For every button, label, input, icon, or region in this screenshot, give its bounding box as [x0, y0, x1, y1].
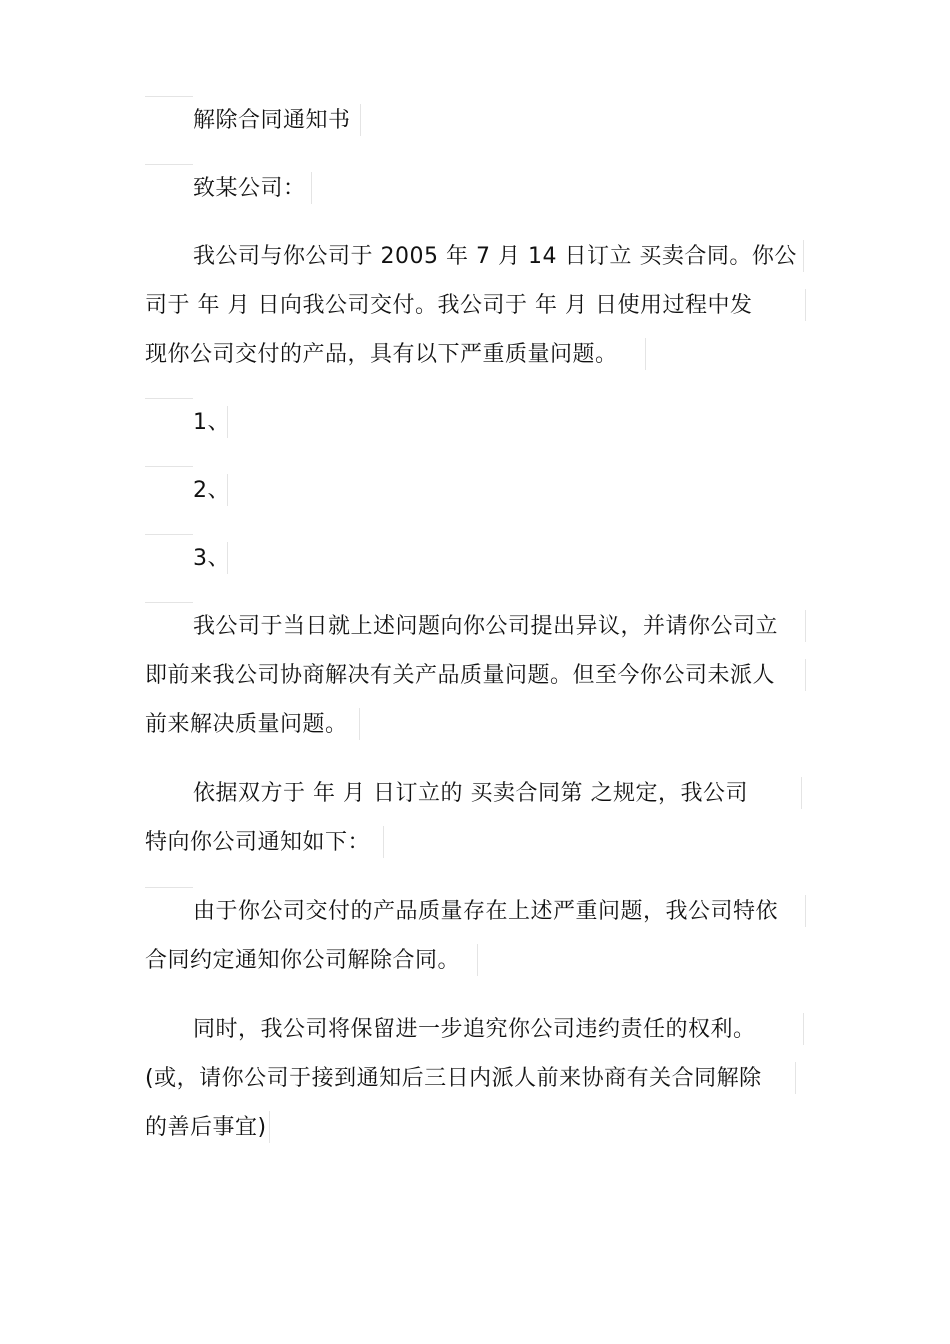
paragraph-boundary-mark — [477, 944, 478, 976]
list-item-number: 3、 — [193, 546, 230, 571]
salutation — [145, 164, 306, 213]
document-title — [145, 96, 351, 145]
paragraph-boundary-mark — [795, 1062, 796, 1094]
paragraph-boundary-mark — [359, 708, 360, 740]
paragraph-boundary-mark — [805, 895, 806, 927]
paragraph-line: (或，请你公司于接到通知后三日内派人前来协商有关合同解除 — [145, 1066, 762, 1091]
paragraph-boundary-mark — [383, 826, 384, 858]
paragraph-boundary-mark — [145, 466, 193, 467]
paragraph-line: 同时，我公司将保留进一步追究你公司违约责任的权利。 — [193, 1017, 756, 1042]
paragraph-line: 依据双方于 年 月 日订立的 买卖合同第 之规定，我公司 — [193, 781, 748, 806]
paragraph-boundary-mark — [145, 534, 193, 535]
list-item-number: 2、 — [193, 478, 230, 503]
paragraph-boundary-mark — [145, 96, 193, 97]
paragraph-line: 特向你公司通知如下： — [145, 830, 371, 855]
list-item-3 — [145, 534, 230, 583]
list-item-number: 1、 — [193, 410, 230, 435]
paragraph-line: 合同约定通知你公司解除合同。 — [145, 948, 461, 973]
paragraph-boundary-mark — [805, 659, 806, 691]
paragraph-line: 的善后事宜) — [145, 1115, 267, 1140]
paragraph-reservation — [145, 1005, 762, 1152]
paragraph-boundary-mark — [801, 777, 802, 809]
paragraph-line: 现你公司交付的产品，具有以下严重质量问题。 — [145, 342, 618, 367]
paragraph-boundary-mark — [803, 1013, 804, 1045]
paragraph-boundary-mark — [145, 164, 193, 165]
paragraph-line: 我公司与你公司于 2005 年 7 月 14 日订立 买卖合同。你公 — [193, 244, 797, 269]
paragraph-boundary-mark — [269, 1111, 270, 1143]
paragraph-line: 即前来我公司协商解决有关产品质量问题。但至今你公司未派人 — [145, 663, 776, 688]
paragraph-boundary-mark — [645, 338, 646, 370]
paragraph-boundary-mark — [145, 602, 193, 603]
paragraph-boundary-mark — [145, 398, 193, 399]
paragraph-boundary-mark — [227, 474, 228, 506]
paragraph-line: 司于 年 月 日向我公司交付。我公司于 年 月 日使用过程中发 — [145, 293, 753, 318]
paragraph-basis — [145, 769, 748, 867]
salutation-text: 致某公司： — [193, 176, 306, 201]
paragraph-boundary-mark — [805, 610, 806, 642]
paragraph-boundary-mark — [803, 240, 804, 272]
paragraph-boundary-mark — [311, 172, 312, 204]
paragraph-boundary-mark — [227, 406, 228, 438]
paragraph-termination — [145, 887, 778, 985]
paragraph-line: 前来解决质量问题。 — [145, 712, 348, 737]
paragraph-contract-intro — [145, 232, 797, 379]
title-text: 解除合同通知书 — [193, 108, 351, 133]
paragraph-boundary-mark — [227, 542, 228, 574]
list-item-1 — [145, 398, 230, 447]
paragraph-boundary-mark — [805, 289, 806, 321]
paragraph-boundary-mark — [145, 887, 193, 888]
paragraph-line: 我公司于当日就上述问题向你公司提出异议，并请你公司立 — [193, 614, 779, 639]
paragraph-line: 由于你公司交付的产品质量存在上述严重问题，我公司特依 — [193, 899, 779, 924]
paragraph-boundary-mark — [360, 104, 361, 136]
paragraph-objection — [145, 602, 778, 749]
list-item-2 — [145, 466, 230, 515]
